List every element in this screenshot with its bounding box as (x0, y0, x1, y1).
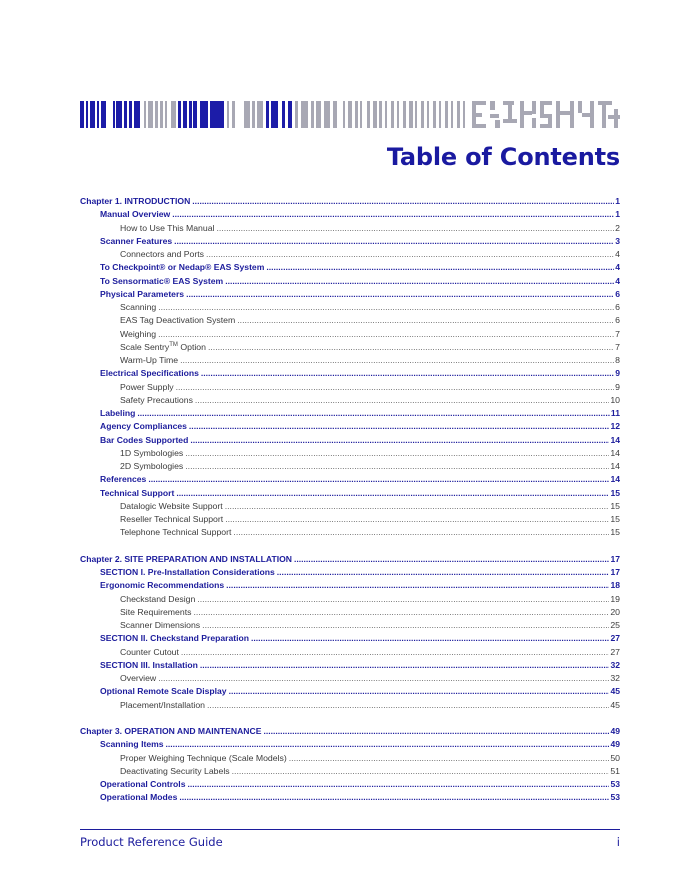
toc-entry-label: Deactivating Security Labels (120, 765, 230, 776)
toc-page-number: 25 (610, 620, 620, 630)
footer-page-number: i (616, 835, 620, 849)
toc-dot-leader (185, 447, 609, 460)
barcode-bar (165, 101, 167, 128)
toc-page-number: 15 (610, 487, 620, 498)
barcode-bar (348, 101, 352, 128)
toc-page-number: 27 (610, 633, 620, 644)
barcode-bar (97, 101, 99, 128)
toc-subsection-entry[interactable] (80, 447, 620, 460)
barcode-bar (178, 101, 181, 128)
barcode-bar (210, 101, 224, 128)
toc-page-number: 27 (610, 646, 620, 657)
toc-page-number: 49 (610, 726, 620, 736)
toc-entry-label: Checkstand Design (120, 593, 196, 604)
barcode-bar (160, 101, 163, 128)
barcode-bar (227, 101, 229, 128)
barcode-pixel-pattern (472, 101, 620, 128)
toc-page-number: 14 (610, 447, 620, 458)
toc-page-number: 1 (615, 209, 620, 220)
toc-page-number: 3 (615, 235, 620, 246)
toc-page-number: 4 (615, 249, 620, 259)
barcode-bar (171, 101, 176, 128)
toc-entry-label: Operational Controls (100, 779, 186, 789)
toc-entry-label: Weighing (120, 328, 157, 339)
barcode-bar (101, 101, 106, 128)
toc-subsection-entry[interactable] (80, 328, 620, 341)
barcode-bar (271, 101, 278, 128)
toc-dot-leader (216, 222, 614, 235)
barcode-bar (183, 101, 187, 128)
toc-entry-label: Labeling (100, 408, 136, 418)
toc-entry-label: SECTION III. Installation (100, 659, 198, 670)
toc-dot-leader (226, 579, 609, 592)
toc-page-number: 9 (615, 381, 620, 392)
toc-section-entry[interactable] (80, 566, 620, 579)
barcode-bar (90, 101, 95, 128)
toc-page-number: 14 (610, 434, 620, 445)
toc-dot-leader (229, 685, 610, 698)
toc-dot-leader (158, 328, 614, 341)
toc-page-number: 4 (615, 275, 620, 286)
toc-section-entry[interactable] (80, 407, 620, 420)
barcode-bar (266, 101, 269, 128)
toc-section-entry[interactable] (80, 685, 620, 698)
toc-section-entry[interactable] (80, 579, 620, 592)
toc-entry-label: Placement/Installation (120, 699, 205, 710)
toc-entry-label: EAS Tag Deactivation System (120, 315, 236, 326)
toc-page-number: 49 (610, 739, 620, 750)
toc-subsection-entry[interactable] (80, 752, 620, 765)
toc-entry-label: 1D Symbologies (120, 447, 184, 458)
toc-dot-leader (189, 420, 610, 433)
toc-dot-leader (263, 725, 609, 738)
toc-section-entry[interactable] (80, 208, 620, 221)
barcode-bar (252, 101, 255, 128)
toc-entry-label: Electrical Specifications (100, 368, 199, 379)
toc-dot-leader (176, 381, 615, 394)
barcode-bar (134, 101, 140, 128)
toc-dot-leader (237, 314, 614, 327)
barcode-bar (200, 101, 208, 128)
footer-divider (80, 829, 620, 830)
toc-subsection-entry[interactable] (80, 341, 620, 354)
toc-spacer (80, 712, 620, 725)
barcode-bar (397, 101, 399, 128)
toc-page-number: 12 (610, 421, 620, 432)
toc-entry-label: Site Requirements (120, 606, 192, 617)
toc-subsection-entry[interactable] (80, 672, 620, 685)
footer-guide-name: Product Reference Guide (80, 835, 223, 849)
toc-section-entry[interactable] (80, 235, 620, 248)
toc-entry-label: 2D Symbologies (120, 461, 184, 471)
toc-dot-leader (190, 434, 609, 447)
toc-page-number: 17 (610, 567, 620, 577)
toc-subsection-entry[interactable] (80, 394, 620, 407)
toc-page-number: 9 (615, 368, 620, 379)
toc-page-number: 19 (610, 593, 620, 604)
toc-entry-label: Operational Modes (100, 792, 178, 803)
toc-section-entry[interactable] (80, 367, 620, 380)
toc-subsection-entry[interactable] (80, 606, 620, 619)
toc-entry-label: Connectors and Ports (120, 249, 205, 259)
toc-entry-label: Warm-Up Time (120, 355, 179, 365)
toc-page-number: 1 (615, 196, 620, 206)
barcode-bar (288, 101, 292, 128)
toc-section-entry[interactable] (80, 261, 620, 274)
toc-section-entry[interactable] (80, 659, 620, 672)
toc-page-number: 50 (610, 752, 620, 763)
barcode-bar (445, 101, 448, 128)
toc-dot-leader (192, 195, 614, 208)
toc-entry-label: Proper Weighing Technique (Scale Models) (120, 752, 287, 763)
toc-entry-label: Datalogic Website Support (120, 500, 223, 511)
toc-dot-leader (185, 460, 609, 473)
toc-entry-label: Safety Precautions (120, 394, 193, 405)
toc-dot-leader (197, 593, 609, 606)
toc-page-number: 45 (610, 686, 620, 697)
toc-entry-label: References (100, 474, 147, 485)
toc-entry-label: Agency Compliances (100, 421, 187, 432)
barcode-bar (451, 101, 453, 128)
toc-page-number: 53 (610, 792, 620, 803)
toc-entry-label: Counter Cutout (120, 646, 179, 657)
toc-dot-leader (166, 738, 610, 751)
toc-dot-leader (181, 646, 609, 659)
toc-entry-label: To Sensormatic® EAS System (100, 275, 224, 286)
toc-dot-leader (200, 659, 610, 672)
toc-page-number: 14 (610, 474, 620, 485)
toc-dot-leader (193, 606, 609, 619)
toc-dot-leader (179, 791, 609, 804)
toc-page-number: 15 (610, 527, 620, 538)
toc-dot-leader (186, 288, 614, 301)
toc-entry-label: Scanning (120, 302, 157, 312)
toc-subsection-entry[interactable] (80, 646, 620, 659)
toc-entry-label: SECTION I. Pre-Installation Considerations (100, 567, 275, 577)
toc-entry-label: Chapter 2. SITE PREPARATION AND INSTALLATION (80, 553, 292, 564)
toc-dot-leader (233, 526, 609, 539)
toc-page-number: 14 (610, 461, 620, 471)
toc-dot-leader (225, 513, 609, 526)
toc-spacer (80, 540, 620, 553)
toc-subsection-entry[interactable] (80, 314, 620, 327)
toc-section-entry[interactable] (80, 434, 620, 447)
toc-subsection-entry[interactable] (80, 593, 620, 606)
toc-dot-leader (158, 672, 609, 685)
toc-dot-leader (148, 473, 609, 486)
barcode-bar (86, 101, 88, 128)
toc-dot-leader (201, 367, 614, 380)
toc-dot-leader (202, 619, 609, 632)
barcode-bar (80, 101, 84, 128)
toc-entry-label: Overview (120, 673, 157, 683)
table-of-contents (80, 195, 620, 805)
toc-page-number: 15 (610, 500, 620, 511)
toc-dot-leader (232, 765, 610, 778)
barcode-bar (427, 101, 429, 128)
toc-dot-leader (277, 566, 610, 579)
toc-dot-leader (174, 235, 614, 248)
barcode-bar (333, 101, 337, 128)
toc-dot-leader (208, 341, 614, 354)
toc-dot-leader (207, 699, 609, 712)
toc-entry-label: Reseller Technical Support (120, 514, 224, 524)
toc-entry-label: Bar Codes Supported (100, 434, 189, 445)
barcode-bar (148, 101, 153, 128)
toc-page-number: 20 (610, 606, 620, 617)
barcode-bar (391, 101, 394, 128)
toc-subsection-entry[interactable] (80, 381, 620, 394)
toc-page-number: 11 (610, 408, 620, 418)
barcode-bar (282, 101, 285, 128)
toc-dot-leader (294, 553, 609, 566)
toc-subsection-entry[interactable] (80, 526, 620, 539)
toc-subsection-entry[interactable] (80, 301, 620, 314)
toc-page-number: 53 (610, 779, 620, 789)
toc-chapter-entry[interactable] (80, 553, 620, 566)
barcode-bar (415, 101, 417, 128)
barcode-bar (439, 101, 441, 128)
barcode-bar (457, 101, 460, 128)
toc-subsection-entry[interactable] (80, 619, 620, 632)
toc-page-number: 18 (610, 580, 620, 591)
toc-dot-leader (266, 261, 614, 274)
header-barcode-graphic (80, 101, 620, 128)
toc-entry-label: Chapter 1. INTRODUCTION (80, 196, 191, 206)
toc-page-number: 6 (615, 315, 620, 326)
toc-dot-leader (195, 394, 609, 407)
barcode-bar (373, 101, 377, 128)
toc-page-number: 32 (610, 673, 620, 683)
barcode-bar (379, 101, 382, 128)
barcode-bar (129, 101, 132, 128)
toc-dot-leader (206, 248, 614, 261)
barcode-bar (113, 101, 115, 128)
toc-subsection-entry[interactable] (80, 699, 620, 712)
toc-dot-leader (225, 275, 614, 288)
toc-entry-label: Scanner Dimensions (120, 620, 201, 630)
toc-section-entry[interactable] (80, 288, 620, 301)
toc-dot-leader (158, 301, 614, 314)
toc-entry-label: To Checkpoint® or Nedap® EAS System (100, 262, 265, 273)
toc-dot-leader (180, 354, 614, 367)
toc-dot-leader (225, 500, 610, 513)
barcode-bar (433, 101, 436, 128)
toc-subsection-entry[interactable] (80, 513, 620, 526)
toc-section-entry[interactable] (80, 487, 620, 500)
toc-entry-label: How to Use This Manual (120, 222, 215, 233)
toc-entry-label: Scanning Items (100, 739, 164, 750)
toc-entry-label: Scale Sentry™ Option (120, 341, 206, 352)
toc-chapter-entry[interactable] (80, 725, 620, 738)
barcode-bar (409, 101, 413, 128)
barcode-bar (232, 101, 235, 128)
toc-page-number: 6 (615, 288, 620, 299)
toc-page-number: 8 (615, 355, 620, 365)
barcode-bar (244, 101, 250, 128)
toc-entry-label: SECTION II. Checkstand Preparation (100, 633, 249, 644)
toc-dot-leader (251, 632, 609, 645)
barcode-bar (257, 101, 263, 128)
barcode-bar (155, 101, 158, 128)
toc-section-entry[interactable] (80, 632, 620, 645)
toc-section-entry[interactable] (80, 778, 620, 791)
barcode-bar (355, 101, 358, 128)
barcode-bar (463, 101, 465, 128)
barcode-bar (421, 101, 424, 128)
toc-page-number: 45 (610, 699, 620, 710)
toc-dot-leader (137, 407, 610, 420)
toc-section-entry[interactable] (80, 791, 620, 804)
page-title: Table of Contents (386, 143, 620, 171)
barcode-bar (193, 101, 197, 128)
toc-entry-label: Ergonomic Recommendations (100, 580, 225, 591)
barcode-bar (301, 101, 308, 128)
toc-section-entry[interactable] (80, 473, 620, 486)
toc-page-number: 6 (615, 302, 620, 312)
toc-subsection-entry[interactable] (80, 460, 620, 473)
toc-entry-label: Telephone Technical Support (120, 527, 232, 538)
barcode-bar (385, 101, 387, 128)
toc-dot-leader (289, 752, 610, 765)
toc-page-number: 7 (615, 328, 620, 339)
toc-subsection-entry[interactable] (80, 765, 620, 778)
toc-page-number: 32 (610, 659, 620, 670)
barcode-bar (343, 101, 345, 128)
toc-page-number: 4 (615, 262, 620, 273)
toc-entry-label: Manual Overview (100, 209, 171, 220)
toc-entry-label: Power Supply (120, 381, 174, 392)
toc-subsection-entry[interactable] (80, 222, 620, 235)
toc-entry-label: Technical Support (100, 487, 175, 498)
barcode-bar (189, 101, 192, 128)
barcode-bar (311, 101, 314, 128)
barcode-bar (324, 101, 330, 128)
barcode-bar (316, 101, 321, 128)
toc-dot-leader (187, 778, 609, 791)
toc-entry-label: Scanner Features (100, 235, 173, 246)
toc-dot-leader (176, 487, 609, 500)
toc-page-number: 17 (610, 553, 620, 564)
barcode-bar (360, 101, 362, 128)
toc-section-entry[interactable] (80, 275, 620, 288)
toc-entry-label: Physical Parameters (100, 288, 185, 299)
toc-subsection-entry[interactable] (80, 500, 620, 513)
barcode-bar (367, 101, 370, 128)
barcode-bar (403, 101, 406, 128)
barcode-bar (116, 101, 122, 128)
toc-section-entry[interactable] (80, 738, 620, 751)
barcode-bar (124, 101, 127, 128)
barcode-bar (295, 101, 298, 128)
toc-entry-label: Chapter 3. OPERATION AND MAINTENANCE (80, 726, 262, 736)
toc-page-number: 15 (610, 514, 620, 524)
toc-page-number: 7 (615, 341, 620, 352)
toc-section-entry[interactable] (80, 420, 620, 433)
toc-page-number: 51 (610, 765, 620, 776)
barcode-bar (144, 101, 146, 128)
toc-subsection-entry[interactable] (80, 248, 620, 261)
toc-chapter-entry[interactable] (80, 195, 620, 208)
toc-subsection-entry[interactable] (80, 354, 620, 367)
toc-page-number: 10 (610, 394, 620, 405)
toc-dot-leader (172, 208, 614, 221)
toc-page-number: 2 (615, 222, 620, 233)
toc-entry-label: Optional Remote Scale Display (100, 686, 227, 697)
